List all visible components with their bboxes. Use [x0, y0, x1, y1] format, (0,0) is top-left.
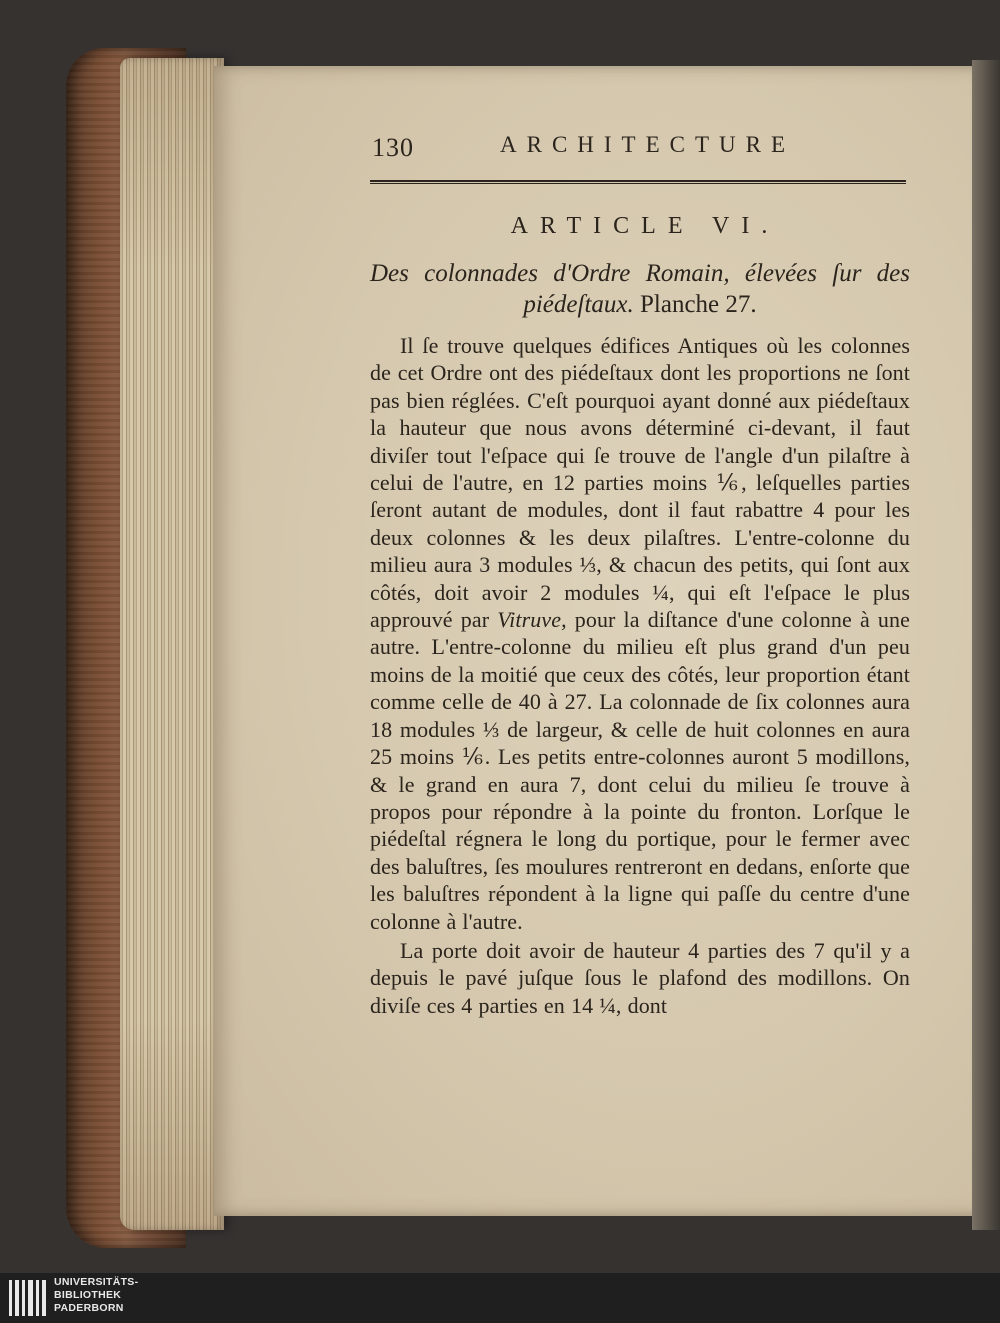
running-head [370, 120, 910, 176]
paragraph-2: La porte doit avoir de hauteur 4 parties des 7 qu'il y a depuis le pavé juſque ſous le plafond des modillons. On diviſe ces 4 parties en 14 ¼, dont [370, 937, 910, 1018]
paragraph-1-end: , pour la diſtance d'une colonne à une autre. L'entre-colonne du milieu eſt plus grand d'un peu moins de la moitié que ceux des côtés, leur proportion étant comme celle de 40 à 27. La colonnade de ſix colonnes aura 18 modules ⅓ de largeur, & celle de huit colonnes en aura 25 moins ⅙. Les petits entre-colonnes auront 5 modillons, & le grand en aura 7, dont celui du milieu ſe trouve à propos pour répondre à la pointe du fronton. Lorſque le piédeſtal régnera le long du portique, pour le fermer avec des baluſtres, ſes moulures rentreront en dedans, enſorte que les baluſtres répondent à la ligne qui paſſe du centre d'une colonne à l'autre. [370, 607, 910, 934]
library-logo-icon [8, 1278, 50, 1318]
library-name [54, 1276, 138, 1315]
page-edges [120, 58, 224, 1230]
author-name: Vitruve [497, 607, 562, 633]
footer-bar [0, 1273, 1000, 1323]
running-title: ARCHITECTURE [500, 132, 796, 157]
page-gutter-shadow [972, 60, 1000, 1230]
plate-reference: Planche 27. [640, 291, 757, 318]
library-name-line-3: PADERBORN [54, 1302, 124, 1314]
header-rule [370, 180, 906, 184]
library-name-line-2: BIBLIOTHEK [54, 1289, 122, 1301]
subtitle-text: Des colonnades d'Ordre Romain, élevées ſur des piédeſtaux. [370, 260, 910, 318]
printed-text-block [370, 120, 910, 1019]
paragraph-1-start: Il ſe trouve quelques édifices Antiques où les colonnes de cet Ordre ont des piédeſtaux dont les proportions ne ſont pas bien réglées. C'eſt pourquoi ayant donné aux piédeſtaux la hauteur que nous avons déterminé ci-devant, il faut diviſer tout l'eſpace qui ſe trouve de l'angle d'un pilaſtre à celui de l'autre, en 12 parties moins ⅙, leſquelles parties ſeront autant de modules, dont il faut rabattre 4 pour les deux colonnes & les deux pilaſtres. L'entre-colonne du milieu aura 3 modules ⅓, & chacun des petits, qui ſont aux côtés, doit avoir 2 modules ¼, qui eſt l'eſpace le plus approuvé par [370, 333, 910, 633]
page-number: 130 [372, 133, 414, 162]
article-subtitle [370, 258, 910, 320]
library-name-line-1: UNIVERSITÄTS- [54, 1276, 139, 1288]
article-heading: ARTICLE VI. [510, 213, 780, 239]
paragraph-1 [370, 332, 910, 935]
